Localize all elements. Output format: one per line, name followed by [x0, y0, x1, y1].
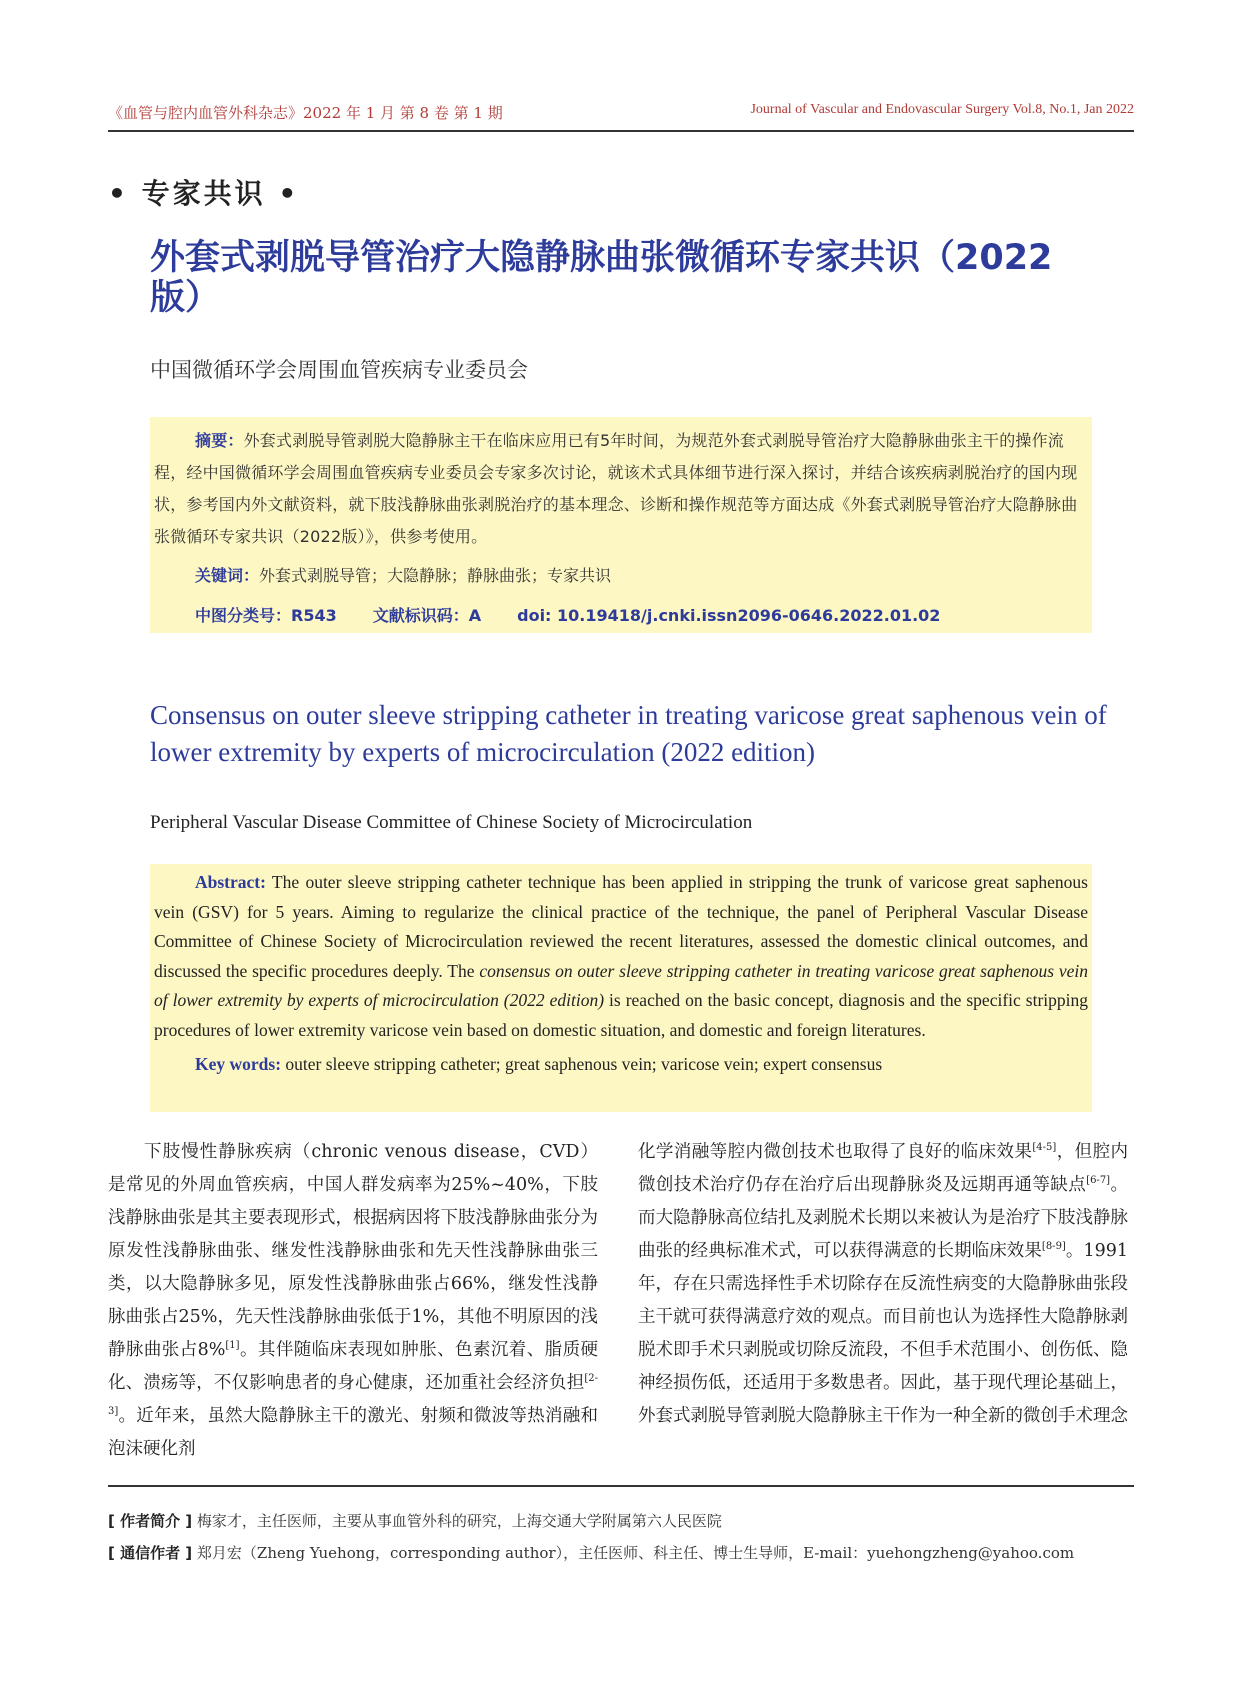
citation-ref[interactable]: [8-9]: [1041, 1241, 1066, 1253]
footnote-divider: [108, 1485, 1134, 1487]
abstract-zh-paragraph: [154, 425, 1088, 553]
keywords-en-text: outer sleeve stripping catheter; great saphenous vein; varicose vein; expert consensus: [281, 1054, 883, 1074]
classification-line: [154, 603, 1088, 629]
keywords-zh-text: 外套式剥脱导管；大隐静脉；静脉曲张；专家共识: [259, 566, 612, 585]
clc-number: 中图分类号：R543: [195, 606, 337, 625]
body-column-right: [638, 1136, 1128, 1433]
abstract-zh-box: [150, 417, 1092, 633]
author-bio-label: [ 作者简介 ]: [108, 1512, 193, 1530]
body-text: 。1991年，存在只需选择性手术切除存在反流性病变的大隐静脉曲张段主干就可获得满意疗效的观点。而目前也认为选择性大隐静脉剥脱术即手术只剥脱或切除反流段，不但手术范围小、创伤低、隐神经损伤低，还适用于多数患者。因此，基于现代理论基础上，外套式剥脱导管剥脱大隐静脉主干作为一种全新的微创手术理念: [638, 1241, 1128, 1426]
body-text: 下肢慢性静脉疾病（chronic venous disease，CVD）是常见的外周血管疾病，中国人群发病率为25%~40%，下肢浅静脉曲张是其主要表现形式，根据病因将下肢浅静脉曲张分为原发性浅静脉曲张、继发性浅静脉曲张和先天性浅静脉曲张三类，以大隐静脉多见，原发性浅静脉曲张占66%，继发性浅静脉曲张占25%，先天性浅静脉曲张低于1%，其他不明原因的浅静脉曲张占8%: [108, 1142, 598, 1360]
body-text: 化学消融等腔内微创技术也取得了良好的临床效果: [638, 1142, 1033, 1162]
document-code: 文献标识码：A: [372, 606, 482, 625]
author-bio-footnote: [108, 1510, 722, 1531]
author-bio-text: 梅家才，主任医师，主要从事血管外科的研究，上海交通大学附属第六人民医院: [192, 1512, 722, 1530]
abstract-en-text-1: The outer sleeve stripping catheter technique has been applied in stripping the trunk of varicose great saphenous vein (GSV) for 5 years. Aiming to regularize the clinical practice of the technique, the panel of Peripheral Vascular Disease Committee of Chinese Society of Microcirculation reviewed the recent literatures, assessed the domestic clinical outcomes, and discussed the specific procedures deeply. The: [154, 872, 1088, 981]
journal-name-en: Journal of Vascular and Endovascular Surgery Vol.8, No.1, Jan 2022: [750, 102, 1134, 117]
corresponding-author-footnote: [108, 1542, 1074, 1563]
keywords-en-label: Key words:: [195, 1054, 282, 1074]
article-title-zh: 外套式剥脱导管治疗大隐静脉曲张微循环专家共识（2022版）: [150, 238, 1053, 318]
corresponding-author-label: [ 通信作者 ]: [108, 1544, 193, 1562]
journal-name-zh: 《血管与腔内血管外科杂志》2022 年 1 月 第 8 卷 第 1 期: [108, 104, 503, 122]
body-text: 。其伴随临床表现如肿胀、色素沉着、脂质硬化、溃疡等，不仅影响患者的身心健康，还加重社会经济负担: [108, 1340, 598, 1393]
keywords-zh: [154, 563, 1088, 589]
abstract-zh-label: 摘要：: [195, 431, 244, 450]
abstract-en-box: [150, 864, 1092, 1112]
authors-zh: 中国微循环学会周围血管疾病专业委员会: [150, 358, 528, 382]
abstract-en-italic: consensus on outer sleeve stripping catheter in treating varicose great saphenous vein of lower extremity by experts of microcirculation (2022 edition): [154, 960, 1088, 1010]
doi[interactable]: doi: 10.19418/j.cnki.issn2096-0646.2022.01.02: [517, 606, 941, 625]
abstract-zh-text: 外套式剥脱导管剥脱大隐静脉主干在临床应用已有5年时间，为规范外套式剥脱导管治疗大隐静脉曲张主干的操作流程，经中国微循环学会周围血管疾病专业委员会专家多次讨论，就该术式具体细节进行深入探讨，并结合该疾病剥脱治疗的国内现状，参考国内外文献资料，就下肢浅静脉曲张剥脱治疗的基本理念、诊断和操作规范等方面达成《外套式剥脱导管治疗大隐静脉曲张微循环专家共识（2022版）》，供参考使用。: [154, 431, 1078, 546]
citation-ref[interactable]: [6-7]: [1086, 1175, 1111, 1187]
keywords-zh-label: 关键词：: [195, 566, 260, 585]
section-label: • 专家共识 •: [108, 177, 300, 210]
abstract-en-label: Abstract:: [195, 872, 266, 892]
keywords-en: [154, 1051, 1088, 1077]
corresponding-author-text: 郑月宏（Zheng Yuehong，corresponding author），主任医师、科主任、博士生导师，E-mail：yuehongzheng@yahoo.com: [192, 1544, 1075, 1562]
authors-en: Peripheral Vascular Disease Committee of Chinese Society of Microcirculation: [150, 812, 753, 833]
citation-ref[interactable]: [4-5]: [1032, 1142, 1057, 1154]
body-text: 。近年来，虽然大隐静脉主干的激光、射频和微波等热消融和泡沫硬化剂: [108, 1406, 598, 1459]
running-header: [108, 98, 1134, 132]
citation-ref[interactable]: [2-3]: [108, 1373, 598, 1418]
article-title-en: Consensus on outer sleeve stripping catheter in treating varicose great saphenous vein of lower extremity by experts of microcirculation (2022 edition): [150, 700, 1107, 767]
body-column-left: [108, 1136, 598, 1466]
abstract-en-paragraph: [154, 868, 1088, 1045]
citation-ref[interactable]: [1]: [225, 1340, 240, 1352]
abstract-en-text-2: is reached on the basic concept, diagnosis and the specific stripping procedures of lower extremity varicose vein based on domestic situation, and domestic and foreign literatures.: [154, 990, 1088, 1040]
body-text: ，但腔内微创技术治疗仍存在治疗后出现静脉炎及远期再通等缺点: [638, 1142, 1129, 1195]
body-text: 。而大隐静脉高位结扎及剥脱术长期以来被认为是治疗下肢浅静脉曲张的经典标准术式，可以获得满意的长期临床效果: [638, 1175, 1129, 1261]
